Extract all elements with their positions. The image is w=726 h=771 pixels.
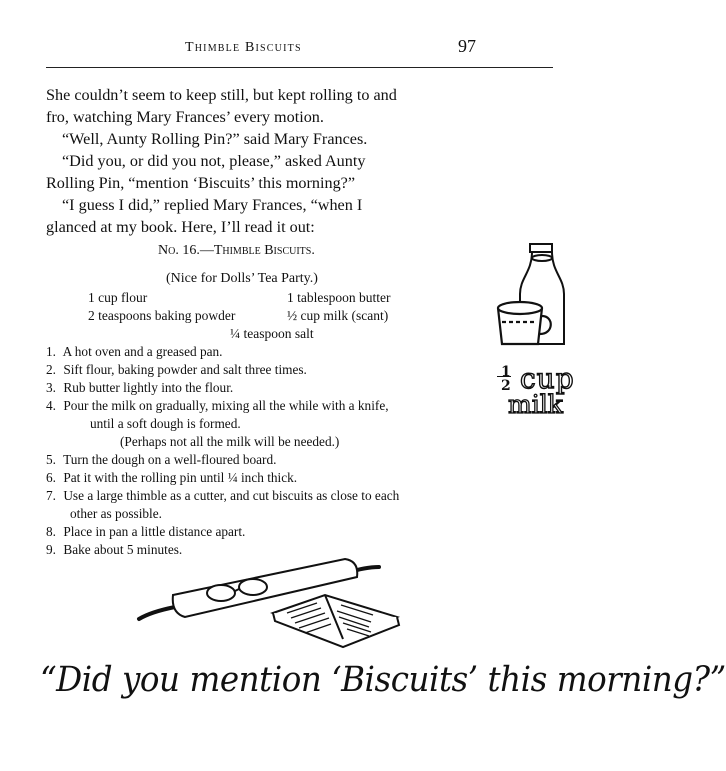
step-number: 9. (46, 542, 56, 557)
header-title-text: Thimble Biscuits (185, 40, 302, 55)
rolling-pin-and-book-illustration (135, 555, 435, 655)
recipe-step (46, 452, 276, 468)
body-line: “Well, Aunty Rolling Pin?” said Mary Frances. (62, 130, 368, 148)
body-line: She couldn’t seem to keep still, but kept rolling to and (46, 86, 397, 104)
running-header-title (185, 40, 302, 56)
recipe-title: No. 16.—Thimble Biscuits. (158, 243, 315, 258)
step-text: A hot oven and a greased pan. (62, 344, 223, 359)
milk-word-milk: milk (508, 390, 563, 419)
body-line: Rolling Pin, “mention ‘Biscuits’ this morning?” (46, 174, 356, 192)
recipe-step (46, 380, 233, 396)
step-number: 2. (46, 362, 56, 377)
step-text: Rub butter lightly into the flour. (63, 380, 234, 395)
ingredient-left-2: 2 teaspoons baking powder (88, 308, 236, 323)
step-text: Pour the milk on gradually, mixing all the while with a knife, (63, 398, 389, 413)
milk-bottle-illustration (490, 238, 570, 350)
body-line: “I guess I did,” replied Mary Frances, “when I (62, 196, 363, 214)
step-number: 5. (46, 452, 56, 467)
step-text: Turn the dough on a well-floured board. (63, 452, 277, 467)
step-text: Sift flour, baking powder and salt three times. (63, 362, 307, 377)
illustration-caption: “Did you mention ‘Biscuits’ this morning?” (40, 660, 726, 700)
milk-fraction-numerator: 1 (501, 364, 511, 380)
ingredient-right-2: ½ cup milk (scant) (287, 308, 389, 323)
ingredient-center: ¼ teaspoon salt (230, 326, 314, 341)
recipe-subtitle: (Nice for Dolls’ Tea Party.) (166, 271, 318, 286)
recipe-step (46, 470, 297, 486)
step-text: Bake about 5 minutes. (63, 542, 183, 557)
recipe-step-continuation: other as possible. (70, 506, 162, 521)
recipe-step (46, 398, 389, 414)
step-number: 6. (46, 470, 56, 485)
recipe-step-continuation: until a soft dough is formed. (90, 416, 241, 431)
recipe-step (46, 488, 399, 504)
milk-word-cup: cup (520, 362, 575, 395)
ingredient-left-1: 1 cup flour (88, 290, 148, 305)
step-number: 3. (46, 380, 56, 395)
header-rule (46, 67, 553, 68)
step-text: Place in pan a little distance apart. (63, 524, 246, 539)
step-number: 7. (46, 488, 56, 503)
page-number: 97 (458, 36, 476, 56)
recipe-step (46, 362, 307, 378)
body-line: “Did you, or did you not, please,” asked Aunty (62, 152, 366, 170)
milk-fraction-bar (497, 376, 511, 377)
step-number: 4. (46, 398, 56, 413)
recipe-step-note: (Perhaps not all the milk will be needed.) (120, 434, 340, 449)
step-text: Pat it with the rolling pin until ¼ inch thick. (63, 470, 298, 485)
body-line: glanced at my book. Here, I’ll read it out: (46, 218, 315, 236)
recipe-step (46, 524, 245, 540)
step-text: Use a large thimble as a cutter, and cut biscuits as close to each (63, 488, 400, 503)
recipe-step (46, 344, 222, 360)
body-line: fro, watching Mary Frances’ every motion. (46, 108, 324, 126)
ingredient-right-1: 1 tablespoon butter (287, 290, 391, 305)
step-number: 1. (46, 344, 56, 359)
step-number: 8. (46, 524, 56, 539)
milk-fraction-denominator: 2 (501, 378, 511, 394)
